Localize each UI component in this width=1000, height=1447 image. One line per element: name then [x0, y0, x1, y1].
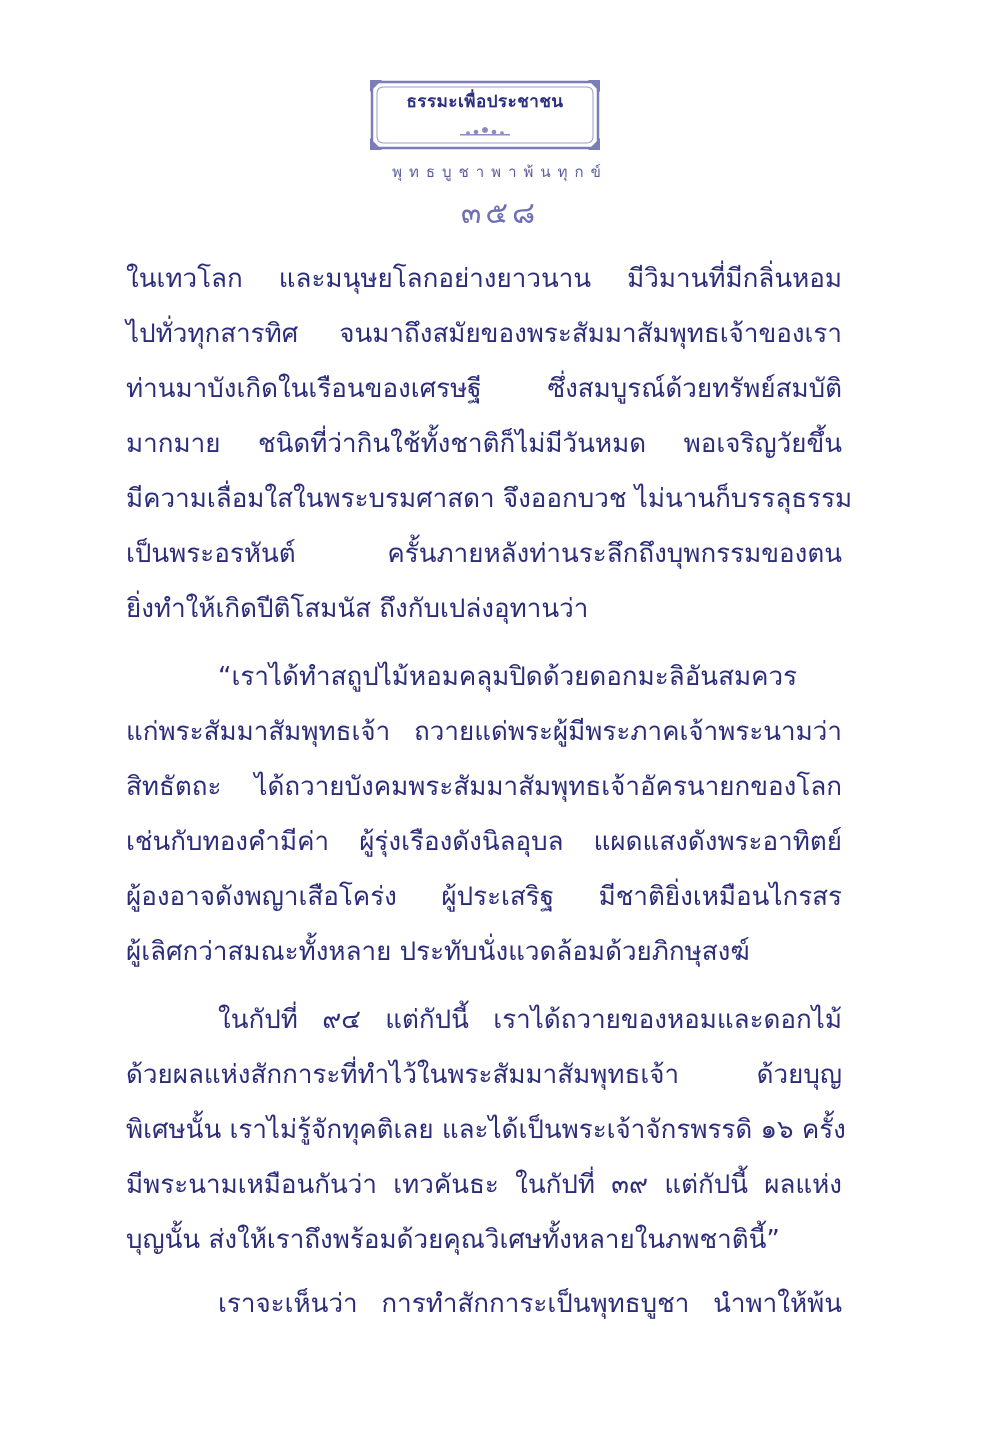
text-line: ในกัปที่ ๙๔ แต่กัปนี้ เราได้ถวายของหอมและดอกไม้ — [218, 1005, 842, 1035]
text-line: ด้วยผลแห่งสักการะที่ทำไว้ในพระสัมมาสัมพุทธเจ้า ด้วยบุญ — [126, 1060, 842, 1090]
book-title: พุทธบูชาพาพ้นทุกข์ — [392, 163, 608, 181]
text-line: มีพระนามเหมือนกันว่า เทวคันธะ ในกัปที่ ๓๙ แต่กัปนี้ ผลแห่ง — [126, 1170, 842, 1200]
text-line: สิทธัตถะ ได้ถวายบังคมพระสัมมาสัมพุทธเจ้าอัครนายกของโลก — [126, 772, 842, 802]
text-line: แก่พระสัมมาสัมพุทธเจ้า ถวายแด่พระผู้มีพระภาคเจ้าพระนามว่า — [126, 717, 842, 747]
text-line: เช่นกับทองคำมีค่า ผู้รุ่งเรืองดังนิลอุบล แผดแสงดังพระอาทิตย์ — [126, 827, 842, 857]
text-line: ยิ่งทำให้เกิดปีติโสมนัส ถึงกับเปล่งอุทานว่า — [126, 594, 589, 624]
text-line: ท่านมาบังเกิดในเรือนของเศรษฐี ซึ่งสมบูรณ์ด้วยทรัพย์สมบัติ — [126, 374, 842, 404]
text-line: ผู้องอาจดังพญาเสือโคร่ง ผู้ประเสริฐ มีชาติยิ่งเหมือนไกรสร — [126, 882, 842, 912]
text-line: บุญนั้น ส่งให้เราถึงพร้อมด้วยคุณวิเศษทั้งหลายในภพชาตินี้” — [126, 1225, 780, 1255]
text-line: ไปทั่วทุกสารทิศ จนมาถึงสมัยของพระสัมมาสัมพุทธเจ้าของเรา — [126, 319, 842, 349]
book-logo — [368, 78, 602, 152]
text-line: “เราได้ทำสถูปไม้หอมคลุมปิดด้วยดอกมะลิอันสมควร — [218, 662, 798, 692]
logo-text: ธรรมะเพื่อประชาชน — [406, 92, 564, 111]
text-line: ผู้เลิศกว่าสมณะทั้งหลาย ประทับนั่งแวดล้อมด้วยภิกษุสงฆ์ — [126, 937, 750, 967]
page-number: ๓๕๘ — [460, 196, 540, 231]
text-line: มีความเลื่อมใสในพระบรมศาสดา จึงออกบวช ไม่นานก็บรรลุธรรม — [126, 484, 853, 514]
text-line: เป็นพระอรหันต์ ครั้นภายหลังท่านระลึกถึงบุพกรรมของตน — [126, 539, 842, 569]
text-line: มากมาย ชนิดที่ว่ากินใช้ทั้งชาติก็ไม่มีวันหมด พอเจริญวัยขึ้น — [126, 429, 842, 459]
text-line: ในเทวโลก และมนุษยโลกอย่างยาวนาน มีวิมานที่มีกลิ่นหอม — [126, 264, 842, 294]
text-line: เราจะเห็นว่า การทำสักการะเป็นพุทธบูชา นำพาให้พ้น — [218, 1289, 842, 1319]
text-line: พิเศษนั้น เราไม่รู้จักทุคติเลย และได้เป็นพระเจ้าจักรพรรดิ ๑๖ ครั้ง — [126, 1115, 846, 1145]
